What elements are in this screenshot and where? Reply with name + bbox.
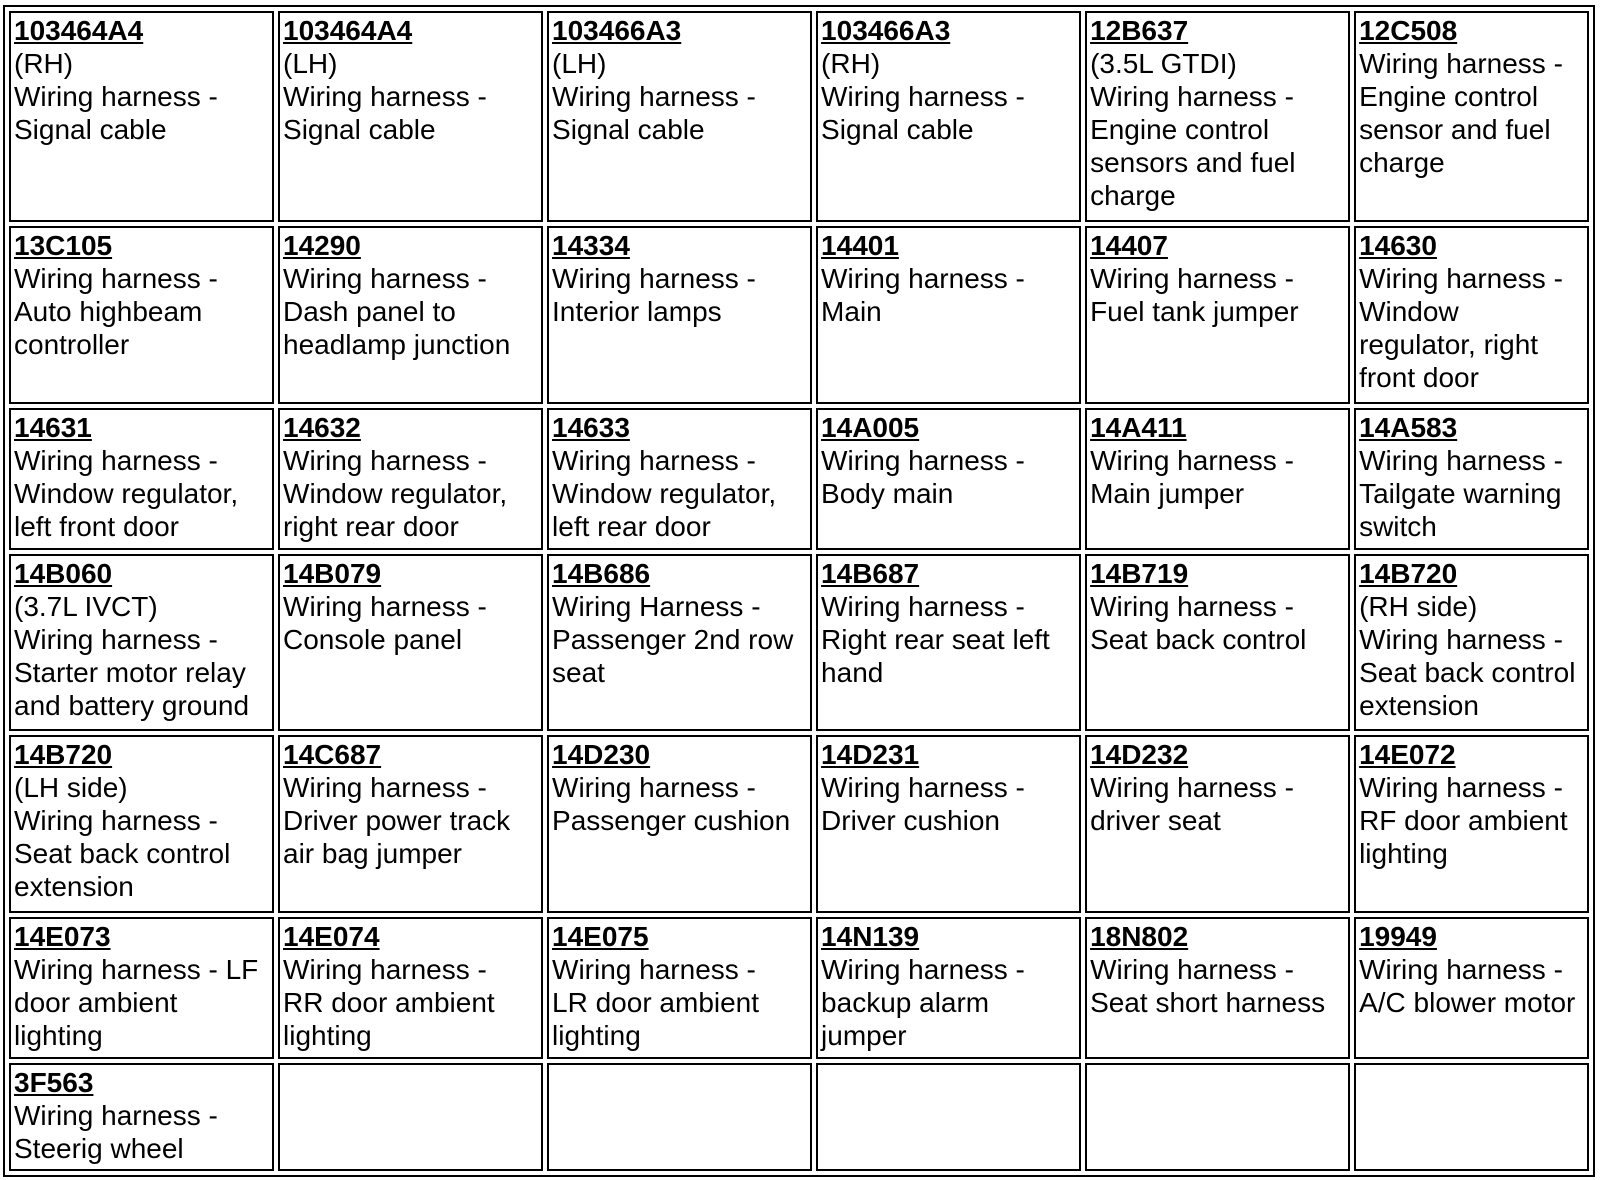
- table-cell: [278, 226, 543, 404]
- part-description-line: driver seat: [1090, 805, 1221, 837]
- part-description-line: Wiring harness -: [1090, 953, 1294, 985]
- part-number: 14D231: [821, 739, 920, 771]
- part-description-line: Dash panel to: [283, 295, 456, 327]
- part-description-line: Engine control: [1090, 114, 1270, 145]
- part-number: 14A005: [821, 411, 920, 443]
- part-number: 14630: [1359, 229, 1437, 261]
- part-description-line: sensor and fuel: [1359, 114, 1551, 145]
- part-description-line: lighting: [1359, 838, 1448, 870]
- table-cell: [9, 1063, 274, 1171]
- part-description-line: Wiring harness - LF: [14, 953, 259, 985]
- part-number: 12B637: [1090, 15, 1189, 46]
- part-description-line: Wiring harness -: [821, 444, 1025, 476]
- part-description-line: Window regulator,: [14, 477, 239, 509]
- part-description-line: door ambient: [14, 986, 178, 1018]
- part-description-line: Wiring harness -: [821, 591, 1025, 623]
- part-description-line: headlamp junction: [283, 328, 511, 360]
- table-row: [9, 226, 1589, 404]
- part-description-line: Window regulator,: [283, 477, 508, 509]
- part-description-line: Wiring harness -: [283, 953, 487, 985]
- part-description-line: RF door ambient: [1359, 805, 1568, 837]
- part-description-line: Wiring harness -: [1090, 262, 1294, 294]
- empty-cell: [1085, 1063, 1350, 1171]
- table-cell: [9, 408, 274, 551]
- table-cell: [547, 226, 812, 404]
- part-description-line: Wiring harness -: [1359, 772, 1563, 804]
- part-number: 3F563: [14, 1067, 94, 1099]
- table-cell: [9, 226, 274, 404]
- part-number: 14A583: [1359, 411, 1458, 443]
- part-description-line: Wiring harness -: [821, 262, 1025, 294]
- table-cell: [9, 11, 274, 222]
- part-number: 14E075: [552, 920, 649, 952]
- table-cell: [9, 735, 274, 913]
- part-description-line: Wiring harness -: [1359, 262, 1563, 294]
- table-cell: [278, 11, 543, 222]
- table-cell: [816, 917, 1081, 1060]
- part-number: 103466A3: [821, 15, 951, 46]
- part-description-line: seat: [552, 657, 605, 689]
- table-row: [9, 917, 1589, 1060]
- part-description-line: extension: [14, 871, 134, 903]
- part-number: 103464A4: [14, 15, 144, 46]
- part-number: 14B687: [821, 558, 920, 590]
- part-number: 14B060: [14, 558, 113, 590]
- table-cell: [547, 554, 812, 731]
- part-number: 14B686: [552, 558, 651, 590]
- part-number: 103466A3: [552, 15, 682, 46]
- part-description-line: Signal cable: [283, 114, 436, 145]
- table-cell: [816, 554, 1081, 731]
- part-description-line: Wiring harness -: [283, 81, 487, 112]
- part-number: 14E073: [14, 920, 111, 952]
- part-number: 14A411: [1090, 411, 1187, 443]
- part-number: 14C687: [283, 739, 382, 771]
- table-cell: [9, 554, 274, 731]
- part-description-line: (LH): [552, 48, 607, 79]
- part-description-line: (RH side): [1359, 591, 1478, 623]
- part-description-line: Wiring harness -: [1359, 624, 1563, 656]
- part-description-line: Auto highbeam: [14, 295, 203, 327]
- part-description-line: LR door ambient: [552, 986, 760, 1018]
- part-description-line: left rear door: [552, 510, 711, 542]
- part-description-line: Window: [1359, 295, 1459, 327]
- part-description-line: Starter motor relay: [14, 657, 246, 689]
- table-cell: [1085, 11, 1350, 222]
- table-cell: [1085, 226, 1350, 404]
- part-description-line: Wiring harness -: [283, 591, 487, 623]
- part-description-line: extension: [1359, 690, 1479, 722]
- table-cell: [816, 11, 1081, 222]
- part-description-line: backup alarm: [821, 986, 990, 1018]
- part-description-line: (3.7L IVCT): [14, 591, 158, 623]
- part-number: 14632: [283, 411, 361, 443]
- table-cell: [816, 735, 1081, 913]
- part-number: 14E074: [283, 920, 380, 952]
- part-description-line: left front door: [14, 510, 179, 542]
- part-description-line: Wiring harness -: [14, 1100, 218, 1132]
- part-description-line: Wiring harness -: [1090, 591, 1294, 623]
- part-description-line: Wiring harness -: [552, 262, 756, 294]
- table-row: [9, 408, 1589, 551]
- part-description-line: charge: [1359, 147, 1445, 178]
- part-description-line: air bag jumper: [283, 838, 462, 870]
- table-cell: [1354, 735, 1589, 913]
- part-number: 14633: [552, 411, 630, 443]
- part-number: 14E072: [1359, 739, 1456, 771]
- part-description-line: hand: [821, 657, 884, 689]
- part-description-line: Wiring harness -: [14, 805, 218, 837]
- table-cell: [547, 11, 812, 222]
- part-description-line: Right rear seat left: [821, 624, 1050, 656]
- table-cell: [1085, 917, 1350, 1060]
- part-number: 14B720: [1359, 558, 1458, 590]
- part-description-line: Main: [821, 295, 882, 327]
- table-cell: [1354, 554, 1589, 731]
- part-description-line: Wiring harness -: [821, 772, 1025, 804]
- part-description-line: Signal cable: [821, 114, 974, 145]
- part-number: 14D230: [552, 739, 651, 771]
- table-cell: [1085, 554, 1350, 731]
- table-row: [9, 554, 1589, 731]
- part-description-line: (3.5L GTDI): [1090, 48, 1237, 79]
- part-description-line: Wiring Harness -: [552, 591, 761, 623]
- table-cell: [816, 408, 1081, 551]
- table-body: [9, 11, 1589, 1171]
- table-cell: [816, 226, 1081, 404]
- part-description-line: Signal cable: [552, 114, 705, 145]
- table-cell: [547, 408, 812, 551]
- part-number: 103464A4: [283, 15, 413, 46]
- empty-cell: [278, 1063, 543, 1171]
- part-description-line: (LH side): [14, 772, 128, 804]
- part-description-line: RR door ambient: [283, 986, 495, 1018]
- part-description-line: Wiring harness -: [552, 772, 756, 804]
- part-description-line: Driver cushion: [821, 805, 1000, 837]
- part-number: 13C105: [14, 229, 113, 261]
- part-description-line: (RH): [14, 48, 74, 79]
- table-row: [9, 11, 1589, 222]
- part-number: 14401: [821, 229, 899, 261]
- part-description-line: sensors and fuel: [1090, 147, 1296, 178]
- part-description-line: Wiring harness -: [283, 262, 487, 294]
- table-cell: [1354, 917, 1589, 1060]
- part-description-line: Wiring harness -: [1359, 953, 1563, 985]
- part-description-line: Steerig wheel: [14, 1133, 184, 1165]
- part-description-line: Wiring harness -: [1359, 48, 1563, 79]
- part-number: 19949: [1359, 920, 1437, 952]
- part-description-line: Console panel: [283, 624, 463, 656]
- part-description-line: Wiring harness -: [552, 444, 756, 476]
- part-description-line: front door: [1359, 361, 1479, 393]
- part-description-line: Wiring harness -: [14, 262, 218, 294]
- part-description-line: Seat short harness: [1090, 986, 1326, 1018]
- table-cell: [1354, 408, 1589, 551]
- part-description-line: Window regulator,: [552, 477, 777, 509]
- part-description-line: Passenger 2nd row: [552, 624, 794, 656]
- part-description-line: Fuel tank jumper: [1090, 295, 1299, 327]
- part-description-line: lighting: [283, 1019, 372, 1051]
- part-description-line: jumper: [821, 1019, 907, 1051]
- part-description-line: Wiring harness -: [1090, 772, 1294, 804]
- part-description-line: Driver power track: [283, 805, 511, 837]
- part-description-line: Seat back control: [14, 838, 231, 870]
- part-description-line: Signal cable: [14, 114, 167, 145]
- part-description-line: switch: [1359, 510, 1437, 542]
- part-description-line: lighting: [552, 1019, 641, 1051]
- table-cell: [1354, 226, 1589, 404]
- part-description-line: Wiring harness -: [14, 624, 218, 656]
- part-description-line: Main jumper: [1090, 477, 1245, 509]
- part-description-line: (LH): [283, 48, 338, 79]
- part-description-line: Engine control: [1359, 81, 1539, 112]
- part-number: 14407: [1090, 229, 1168, 261]
- part-number: 14290: [283, 229, 361, 261]
- part-number: 14B719: [1090, 558, 1189, 590]
- empty-cell: [816, 1063, 1081, 1171]
- part-description-line: Wiring harness -: [14, 81, 218, 112]
- part-description-line: Wiring harness -: [1359, 444, 1563, 476]
- part-number: 14N139: [821, 920, 920, 952]
- empty-cell: [1354, 1063, 1589, 1171]
- part-description-line: Wiring harness -: [821, 953, 1025, 985]
- table-row: [9, 1063, 1589, 1171]
- part-description-line: charge: [1090, 180, 1176, 211]
- part-description-line: Wiring harness -: [821, 81, 1025, 112]
- table-cell: [1354, 11, 1589, 222]
- part-description-line: Seat back control: [1359, 657, 1576, 689]
- wiring-harness-table: [3, 5, 1595, 1177]
- part-description-line: Body main: [821, 477, 954, 509]
- table-cell: [1085, 735, 1350, 913]
- table-cell: [278, 554, 543, 731]
- part-description-line: Interior lamps: [552, 295, 722, 327]
- part-description-line: Seat back control: [1090, 624, 1307, 656]
- part-description-line: Wiring harness -: [1090, 81, 1294, 112]
- part-number: 14D232: [1090, 739, 1189, 771]
- part-description-line: lighting: [14, 1019, 103, 1051]
- table-cell: [278, 408, 543, 551]
- part-description-line: Wiring harness -: [552, 953, 756, 985]
- part-description-line: controller: [14, 328, 130, 360]
- part-description-line: (RH): [821, 48, 881, 79]
- table-cell: [547, 917, 812, 1060]
- part-description-line: Wiring harness -: [14, 444, 218, 476]
- part-number: 14631: [14, 411, 92, 443]
- table-cell: [547, 735, 812, 913]
- part-number: 14B079: [283, 558, 382, 590]
- part-description-line: regulator, right: [1359, 328, 1539, 360]
- part-description-line: Tailgate warning: [1359, 477, 1562, 509]
- part-description-line: Passenger cushion: [552, 805, 791, 837]
- part-number: 14334: [552, 229, 630, 261]
- part-description-line: Wiring harness -: [283, 772, 487, 804]
- part-number: 18N802: [1090, 920, 1189, 952]
- table-row: [9, 735, 1589, 913]
- part-description-line: Wiring harness -: [1090, 444, 1294, 476]
- part-description-line: Wiring harness -: [552, 81, 756, 112]
- part-description-line: Wiring harness -: [283, 444, 487, 476]
- part-description-line: and battery ground: [14, 690, 250, 722]
- empty-cell: [547, 1063, 812, 1171]
- table-cell: [278, 917, 543, 1060]
- part-number: 14B720: [14, 739, 113, 771]
- table-cell: [9, 917, 274, 1060]
- part-description-line: right rear door: [283, 510, 459, 542]
- part-number: 12C508: [1359, 15, 1458, 46]
- part-description-line: A/C blower motor: [1359, 986, 1576, 1018]
- table-cell: [1085, 408, 1350, 551]
- table-cell: [278, 735, 543, 913]
